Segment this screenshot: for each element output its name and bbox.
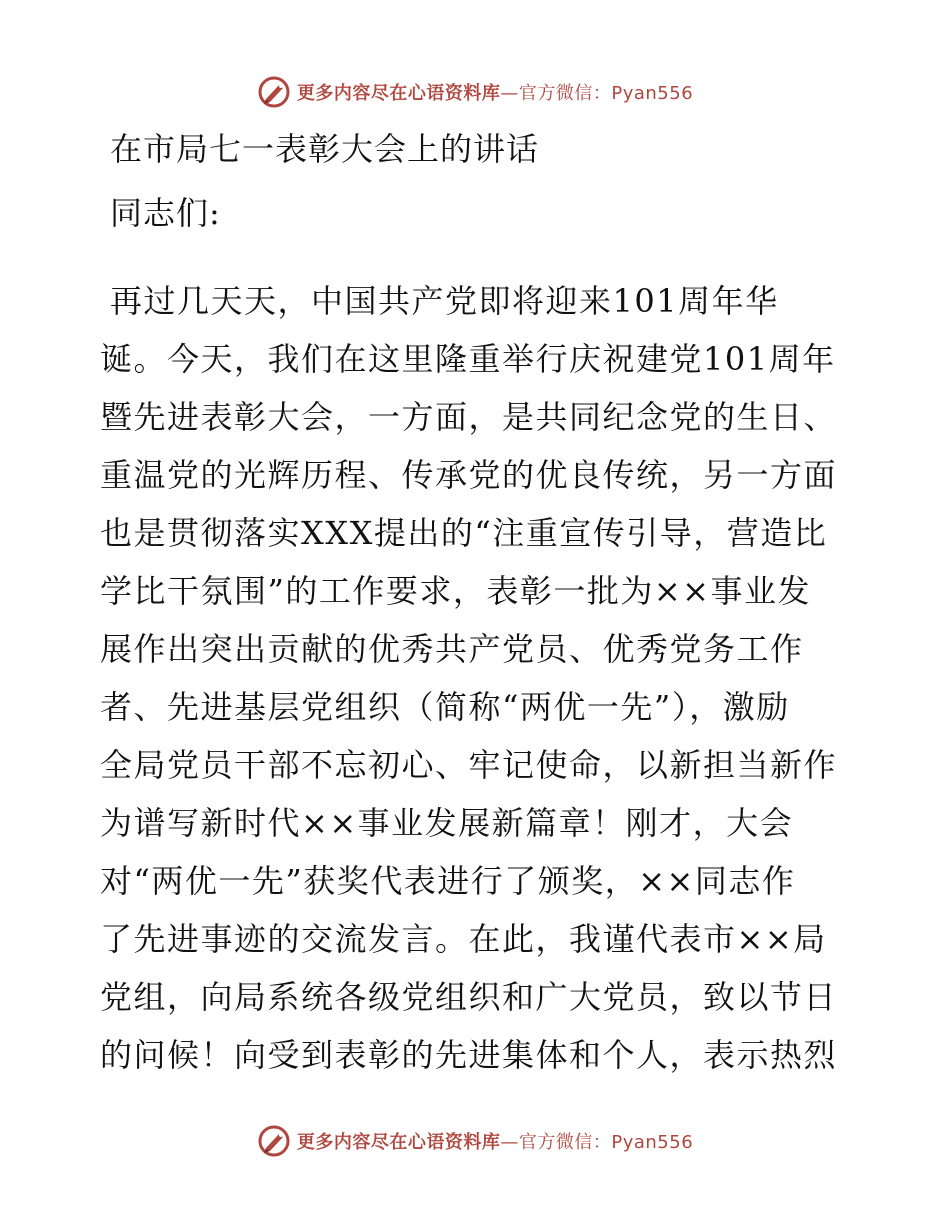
text-line: 重温党的光辉历程、传承党的优良传统，另一方面 [100,456,838,494]
header-watermark [0,72,950,112]
text-line: 展作出突出贡献的优秀共产党员、优秀党务工作 [100,630,804,668]
watermark-wechat-label: 官方微信： [518,83,612,104]
watermark-separator: — [500,83,519,104]
text-line: 者、先进基层党组织（简称“两优一先”），激励 [100,688,790,726]
text-line: 为谱写新时代××事业发展新篇章！刚才，大会 [100,804,794,842]
watermark-wechat-label: 官方微信： [518,1132,612,1153]
watermark-main: 更多内容尽在心语资料库 [296,83,501,104]
salutation: 同志们: [110,194,221,232]
text-line: 学比干氛围”的工作要求，表彰一批为××事业发 [100,572,811,610]
watermark-separator: — [500,1132,519,1153]
pen-logo-icon [257,75,291,109]
document-title: 在市局七一表彰大会上的讲话 [110,130,540,168]
text-line: 再过几天天，中国共产党即将迎来101周年华 [110,282,779,320]
text-line: 党组，向局系统各级党组织和广大党员，致以节日 [100,978,838,1016]
text-line: 也是贯彻落实XXX提出的“注重宣传引导，营造比 [100,514,828,552]
speech-paragraph [100,272,850,1084]
watermark-wechat-id: Pyan556 [611,1132,694,1153]
pen-logo-icon [257,1124,291,1158]
footer-watermark [0,1121,950,1161]
watermark-text [297,1128,693,1154]
document-body [100,120,850,1084]
text-line: 诞。今天，我们在这里隆重举行庆祝建党101周年 [100,340,836,378]
text-line: 对“两优一先”获奖代表进行了颁奖，××同志作 [100,862,796,900]
watermark-wechat-id: Pyan556 [611,83,694,104]
text-line: 全局党员干部不忘初心、牢记使命，以新担当新作 [100,746,838,784]
text-line: 暨先进表彰大会，一方面，是共同纪念党的生日、 [100,398,838,436]
watermark-text [297,79,693,105]
text-line: 的问候！向受到表彰的先进集体和个人，表示热烈 [100,1036,838,1074]
text-line: 了先进事迹的交流发言。在此，我谨代表市××局 [100,920,827,958]
watermark-main: 更多内容尽在心语资料库 [296,1132,501,1153]
